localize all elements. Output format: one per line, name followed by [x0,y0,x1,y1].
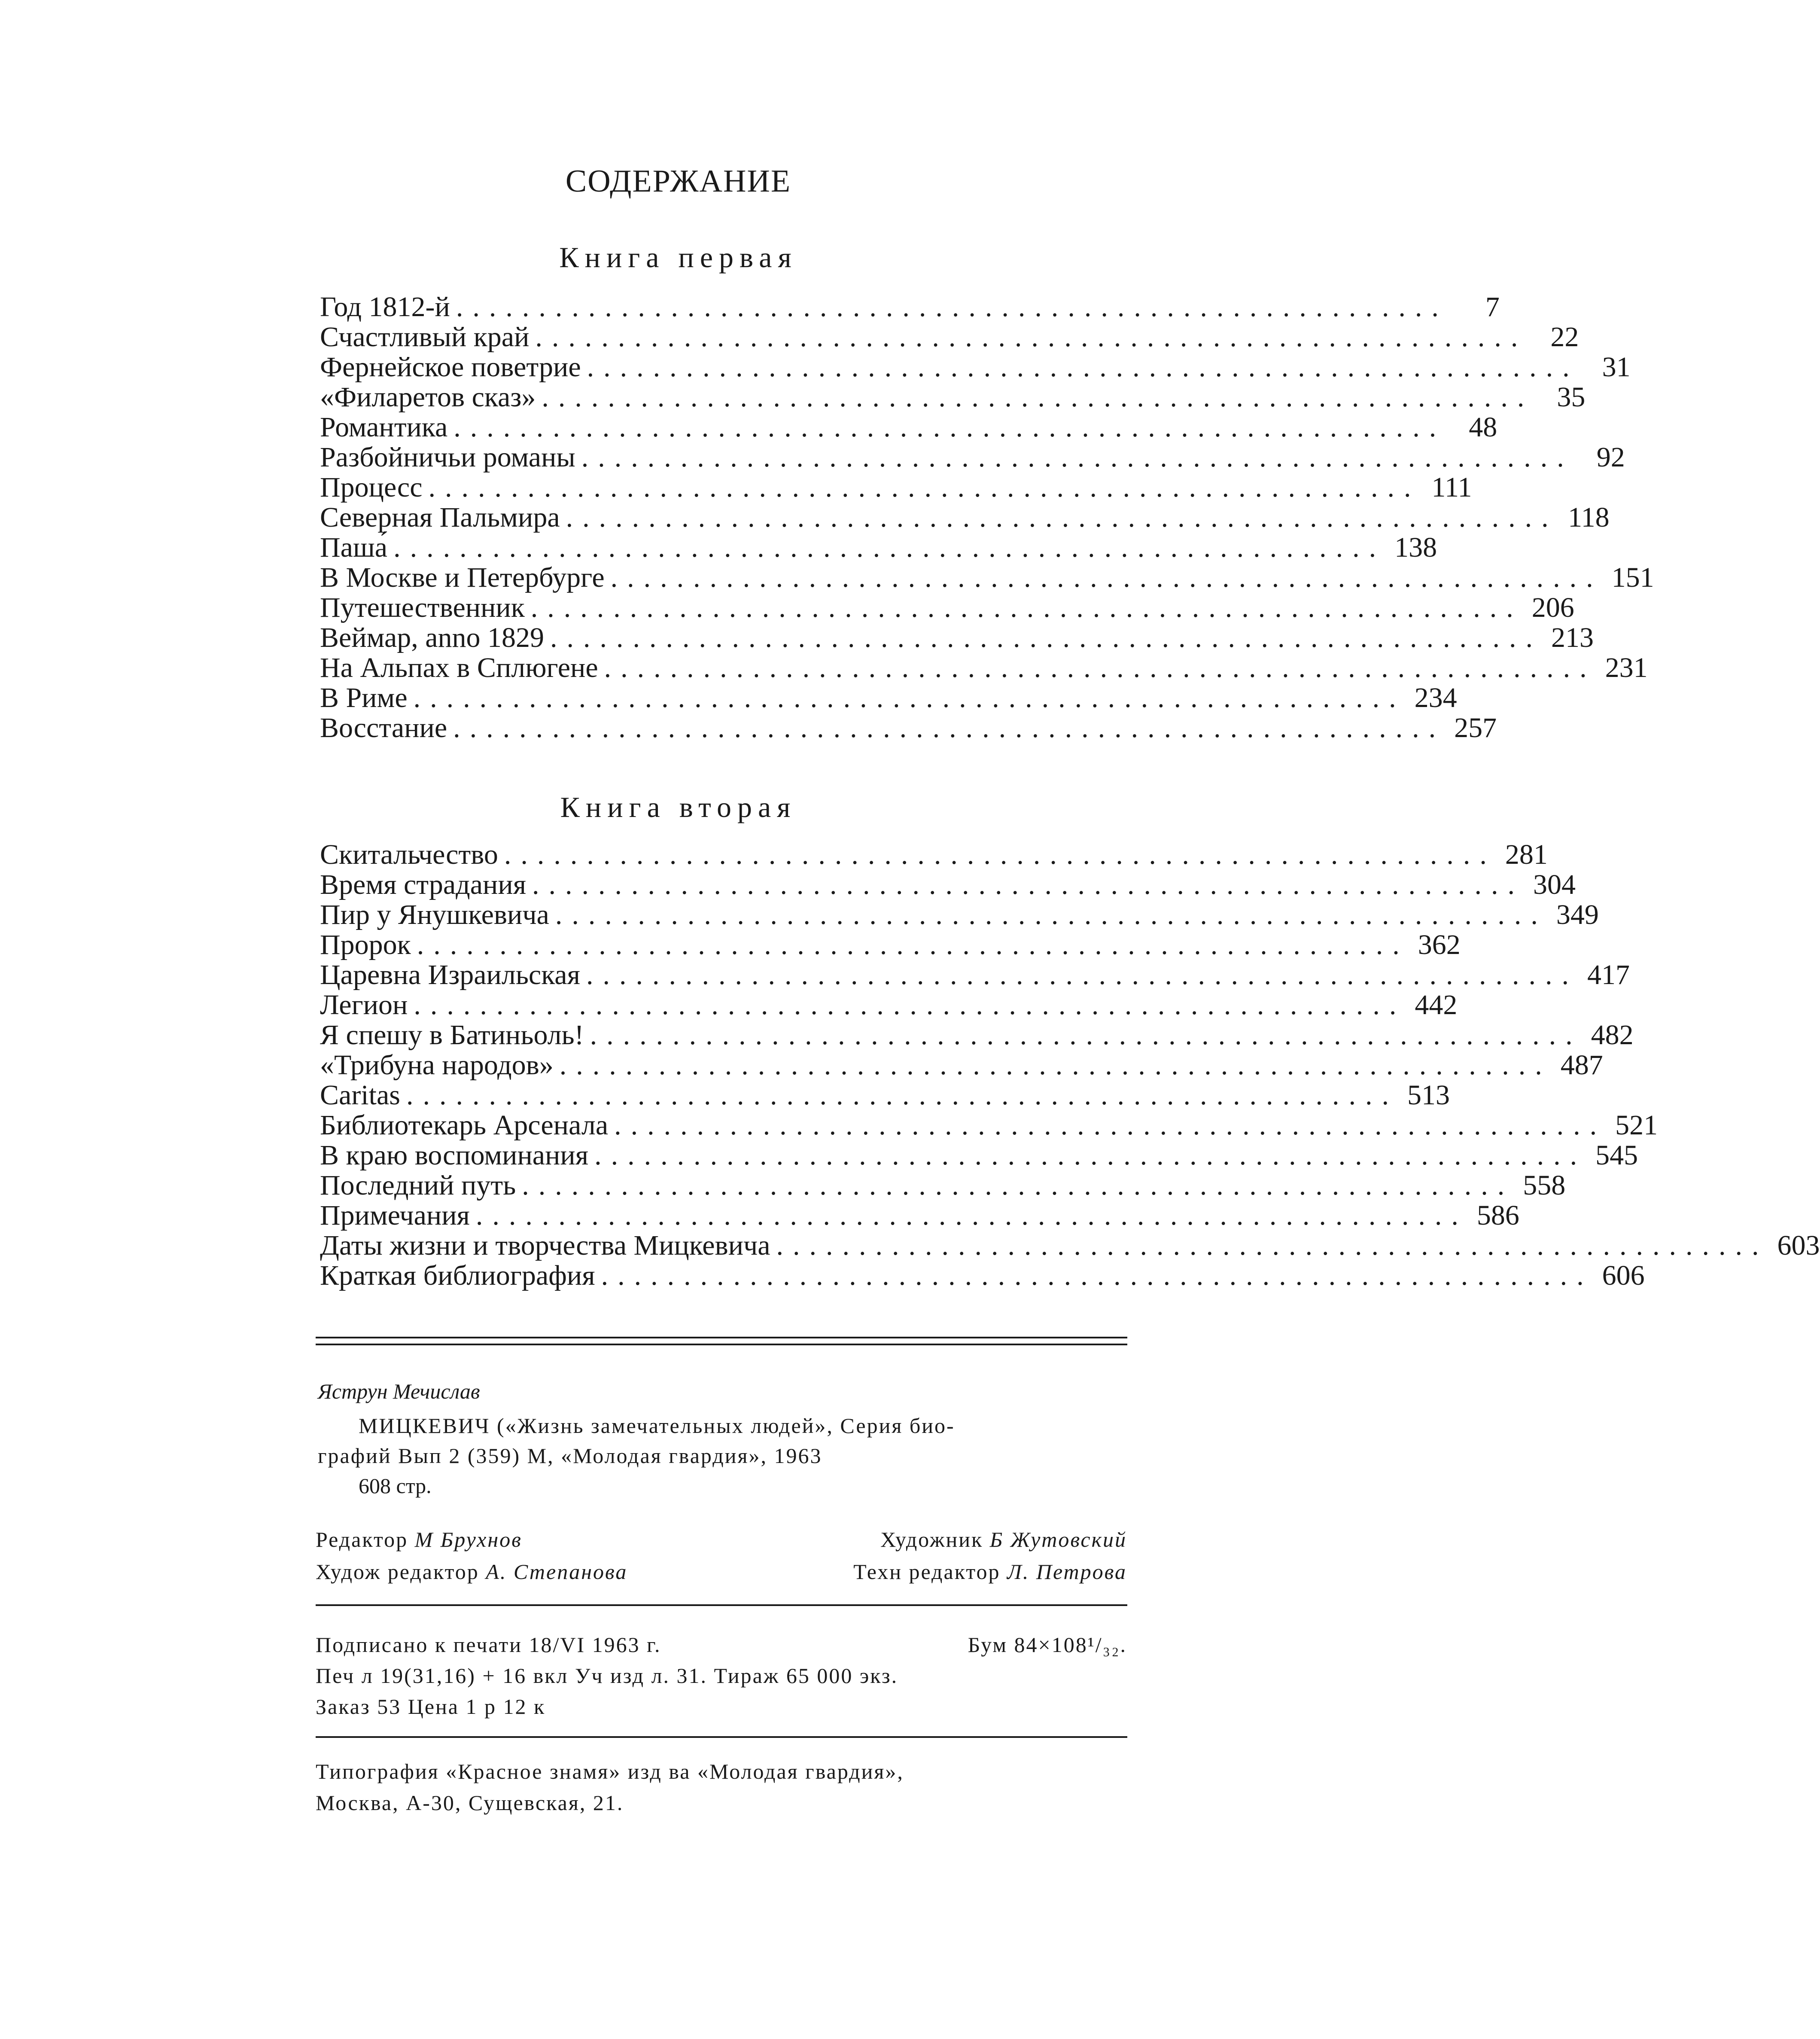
dot-leader: ............................................................ [532,869,1525,900]
dot-leader: ............................................................ [504,839,1496,870]
toc-entry-title: Фернейское поветрие [320,351,581,383]
dot-leader: ............................................................ [566,502,1558,533]
toc-entry-page: 586 [1476,1200,1519,1231]
rule-middle [316,1604,1127,1606]
dot-leader: ............................................................ [413,682,1406,713]
dot-leader: ............................................................ [555,899,1547,930]
toc-entry [320,869,1576,900]
rule-bottom [316,1736,1127,1738]
tech-editor-credit [853,1559,1127,1584]
toc-entry-page: 545 [1595,1140,1638,1171]
toc-entry [320,652,1648,683]
dot-leader: ............................................................ [406,1079,1398,1111]
toc-entry-page: 417 [1587,959,1630,991]
dot-leader: ............................................................ [522,1170,1514,1201]
toc-entry-title: Пир у Янушкевича [320,899,549,930]
toc-entry [320,989,1458,1021]
dot-leader: ............................................................ [428,472,1421,503]
imprint-author: Яструн Мечислав [318,1379,480,1403]
dot-leader: ............................................................ [601,1260,1593,1291]
toc-entry-page: 487 [1560,1049,1603,1081]
toc-entry [320,929,1461,960]
editor-label: Редактор [316,1527,408,1551]
dot-leader: ............................................................ [535,321,1528,353]
toc-entry [320,381,1586,413]
toc-entry-title: В краю воспоминания [320,1140,589,1171]
dot-leader: ............................................................ [604,652,1596,683]
toc-entry-title: Счастливый край [320,321,530,353]
imprint-line2: графий Вып 2 (359) М, «Молодая гвардия», 1963 [318,1444,822,1468]
double-rule-bottom [316,1344,1127,1345]
dot-leader: ............................................................ [456,291,1448,323]
dot-leader: ............................................................ [542,381,1534,413]
toc-entry-page: 257 [1454,712,1497,744]
toc-entry-title: Скитальчество [320,839,498,870]
toc-entry-title: В Москве и Петербурге [320,562,605,593]
toc-entry-page: 111 [1431,472,1472,503]
toc-entry-page: 521 [1615,1109,1658,1141]
toc-entry-title: Путешественник [320,592,525,623]
toc-entry-page: 231 [1605,652,1648,683]
toc-entry [320,712,1497,744]
toc-entry [320,1079,1450,1111]
toc-entry [320,562,1654,593]
dot-leader: ............................................................ [581,442,1573,473]
toc-entry-title: Легион [320,989,408,1021]
toc-entry-title: Царевна Израильская [320,959,580,991]
toc-entry [320,411,1497,443]
toc-entry-page: 206 [1531,592,1574,623]
toc-entry-page: 349 [1556,899,1599,930]
dot-leader: ............................................................ [475,1200,1468,1231]
imprint-line1: МИЦКЕВИЧ («Жизнь замечательных людей», Серия био- [359,1414,955,1438]
toc-entry-title: Пророк [320,929,411,960]
toc-entry [320,472,1472,503]
tech-editor-name: Л. Петрова [1007,1560,1127,1584]
editor-credit [316,1527,522,1552]
toc-entry-title: Северная Пальмира [320,502,560,533]
toc-entry [320,1260,1645,1291]
artist-name: Б Жутовский [989,1527,1127,1551]
typography-line2: Москва, А-30, Сущевская, 21. [316,1791,624,1815]
toc-entry-title: Даты жизни и творчества Мицкевича [320,1230,770,1261]
toc-entry-page: 482 [1591,1019,1634,1051]
toc-entry-page: 7 [1485,291,1500,323]
toc-book1 [320,291,1654,744]
toc-entry [320,502,1610,533]
artist-label: Художник [880,1527,983,1551]
toc-entry [320,839,1548,870]
dot-leader: ............................................................ [587,351,1579,383]
dot-leader: ............................................................ [453,712,1446,744]
toc-entry-page: 513 [1407,1079,1450,1111]
toc-entry [320,291,1500,323]
dot-leader: ............................................................ [417,929,1409,960]
dot-leader: ............................................................ [776,1230,1768,1261]
tech-editor-label: Техн редактор [853,1560,1001,1584]
dot-leader: ............................................................ [414,989,1406,1021]
toc-entry [320,682,1457,713]
toc-entry-title: Примечания [320,1200,470,1231]
toc-entry [320,1049,1603,1081]
order-price: Заказ 53 Цена 1 р 12 к [316,1695,546,1719]
book2-heading: Книга вторая [560,791,797,823]
toc-entry [320,1170,1566,1201]
art-editor-credit [316,1559,627,1584]
dot-leader: ............................................................ [559,1049,1552,1081]
editor-name: М Брухнов [414,1527,522,1551]
dot-leader: ............................................................ [453,411,1446,443]
toc-entry [320,442,1625,473]
toc-entry [320,622,1594,653]
dot-leader: ............................................................ [610,562,1603,593]
dot-leader: ............................................................ [614,1109,1607,1141]
toc-entry-page: 138 [1394,532,1437,563]
toc-entry-page: 558 [1523,1170,1566,1201]
toc-entry-title: Краткая библиография [320,1260,595,1291]
toc-entry-title: Caritas [320,1079,400,1111]
toc-entry-page: 606 [1602,1260,1645,1291]
toc-entry [320,959,1630,991]
toc-entry-page: 213 [1551,622,1594,653]
dot-leader: ............................................................ [530,592,1523,623]
toc-entry-title: Я спешу в Батиньоль! [320,1019,584,1051]
toc-entry-title: Год 1812-й [320,291,450,323]
toc-entry-page: 151 [1611,562,1654,593]
toc-entry [320,1230,1820,1261]
toc-entry-page: 48 [1469,411,1497,443]
toc-entry [320,592,1574,623]
toc-entry-title: В Риме [320,682,408,713]
toc-entry-title: Библиотекарь Арсенала [320,1109,609,1141]
double-rule-top [316,1337,1127,1338]
toc-entry [320,1019,1634,1051]
toc-entry [320,1200,1519,1231]
toc-entry-title: «Трибуна народов» [320,1049,554,1081]
art-editor-label: Худож редактор [316,1560,479,1584]
toc-book2 [320,839,1820,1291]
toc-entry-title: На Альпах в Сплюгене [320,652,598,683]
toc-entry [320,351,1631,383]
toc-entry-page: 118 [1568,502,1610,533]
toc-entry [320,1140,1638,1171]
toc-entry-page: 22 [1550,321,1579,353]
print-sheets: Печ л 19(31,16) + 16 вкл Уч изд л. 31. Тираж 65 000 экз. [316,1664,898,1688]
artist-credit [880,1527,1127,1552]
dot-leader: ............................................................ [550,622,1543,653]
toc-title: СОДЕРЖАНИЕ [565,164,791,199]
toc-entry [320,1109,1658,1141]
toc-entry-page: 281 [1505,839,1548,870]
toc-entry-title: Время страдания [320,869,527,900]
dot-leader: ............................................................ [393,532,1386,563]
toc-entry [320,899,1599,930]
art-editor-name: А. Степанова [486,1560,628,1584]
toc-entry [320,532,1437,563]
typography-line1: Типография «Красное знамя» изд ва «Молодая гвардия», [316,1759,904,1783]
toc-entry-page: 442 [1415,989,1458,1021]
imprint-line3: 608 стр. [359,1474,432,1498]
toc-entry-title: Процесс [320,472,423,503]
toc-entry [320,321,1579,353]
dot-leader: ............................................................ [594,1140,1587,1171]
toc-entry-title: Паша́ [320,532,388,563]
toc-entry-title: Разбойничьи романы [320,442,575,473]
signed-to-print: Подписано к печати 18/VI 1963 г. [316,1633,661,1657]
toc-entry-page: 234 [1414,682,1457,713]
dot-leader: ............................................................ [590,1019,1582,1051]
paper-format: Бум 84×108¹/₃₂. [968,1633,1127,1657]
dot-leader: ............................................................ [586,959,1578,991]
toc-entry-page: 92 [1596,442,1625,473]
toc-entry-title: Романтика [320,411,448,443]
toc-entry-title: «Филаретов сказ» [320,381,536,413]
toc-entry-title: Веймар, anno 1829 [320,622,545,653]
toc-entry-title: Восстание [320,712,447,744]
book1-heading: Книга первая [559,241,797,274]
toc-entry-page: 362 [1418,929,1461,960]
toc-entry-page: 35 [1557,381,1586,413]
toc-entry-page: 31 [1602,351,1631,383]
toc-entry-page: 603 [1777,1230,1820,1261]
toc-entry-title: Последний путь [320,1170,516,1201]
toc-entry-page: 304 [1533,869,1576,900]
